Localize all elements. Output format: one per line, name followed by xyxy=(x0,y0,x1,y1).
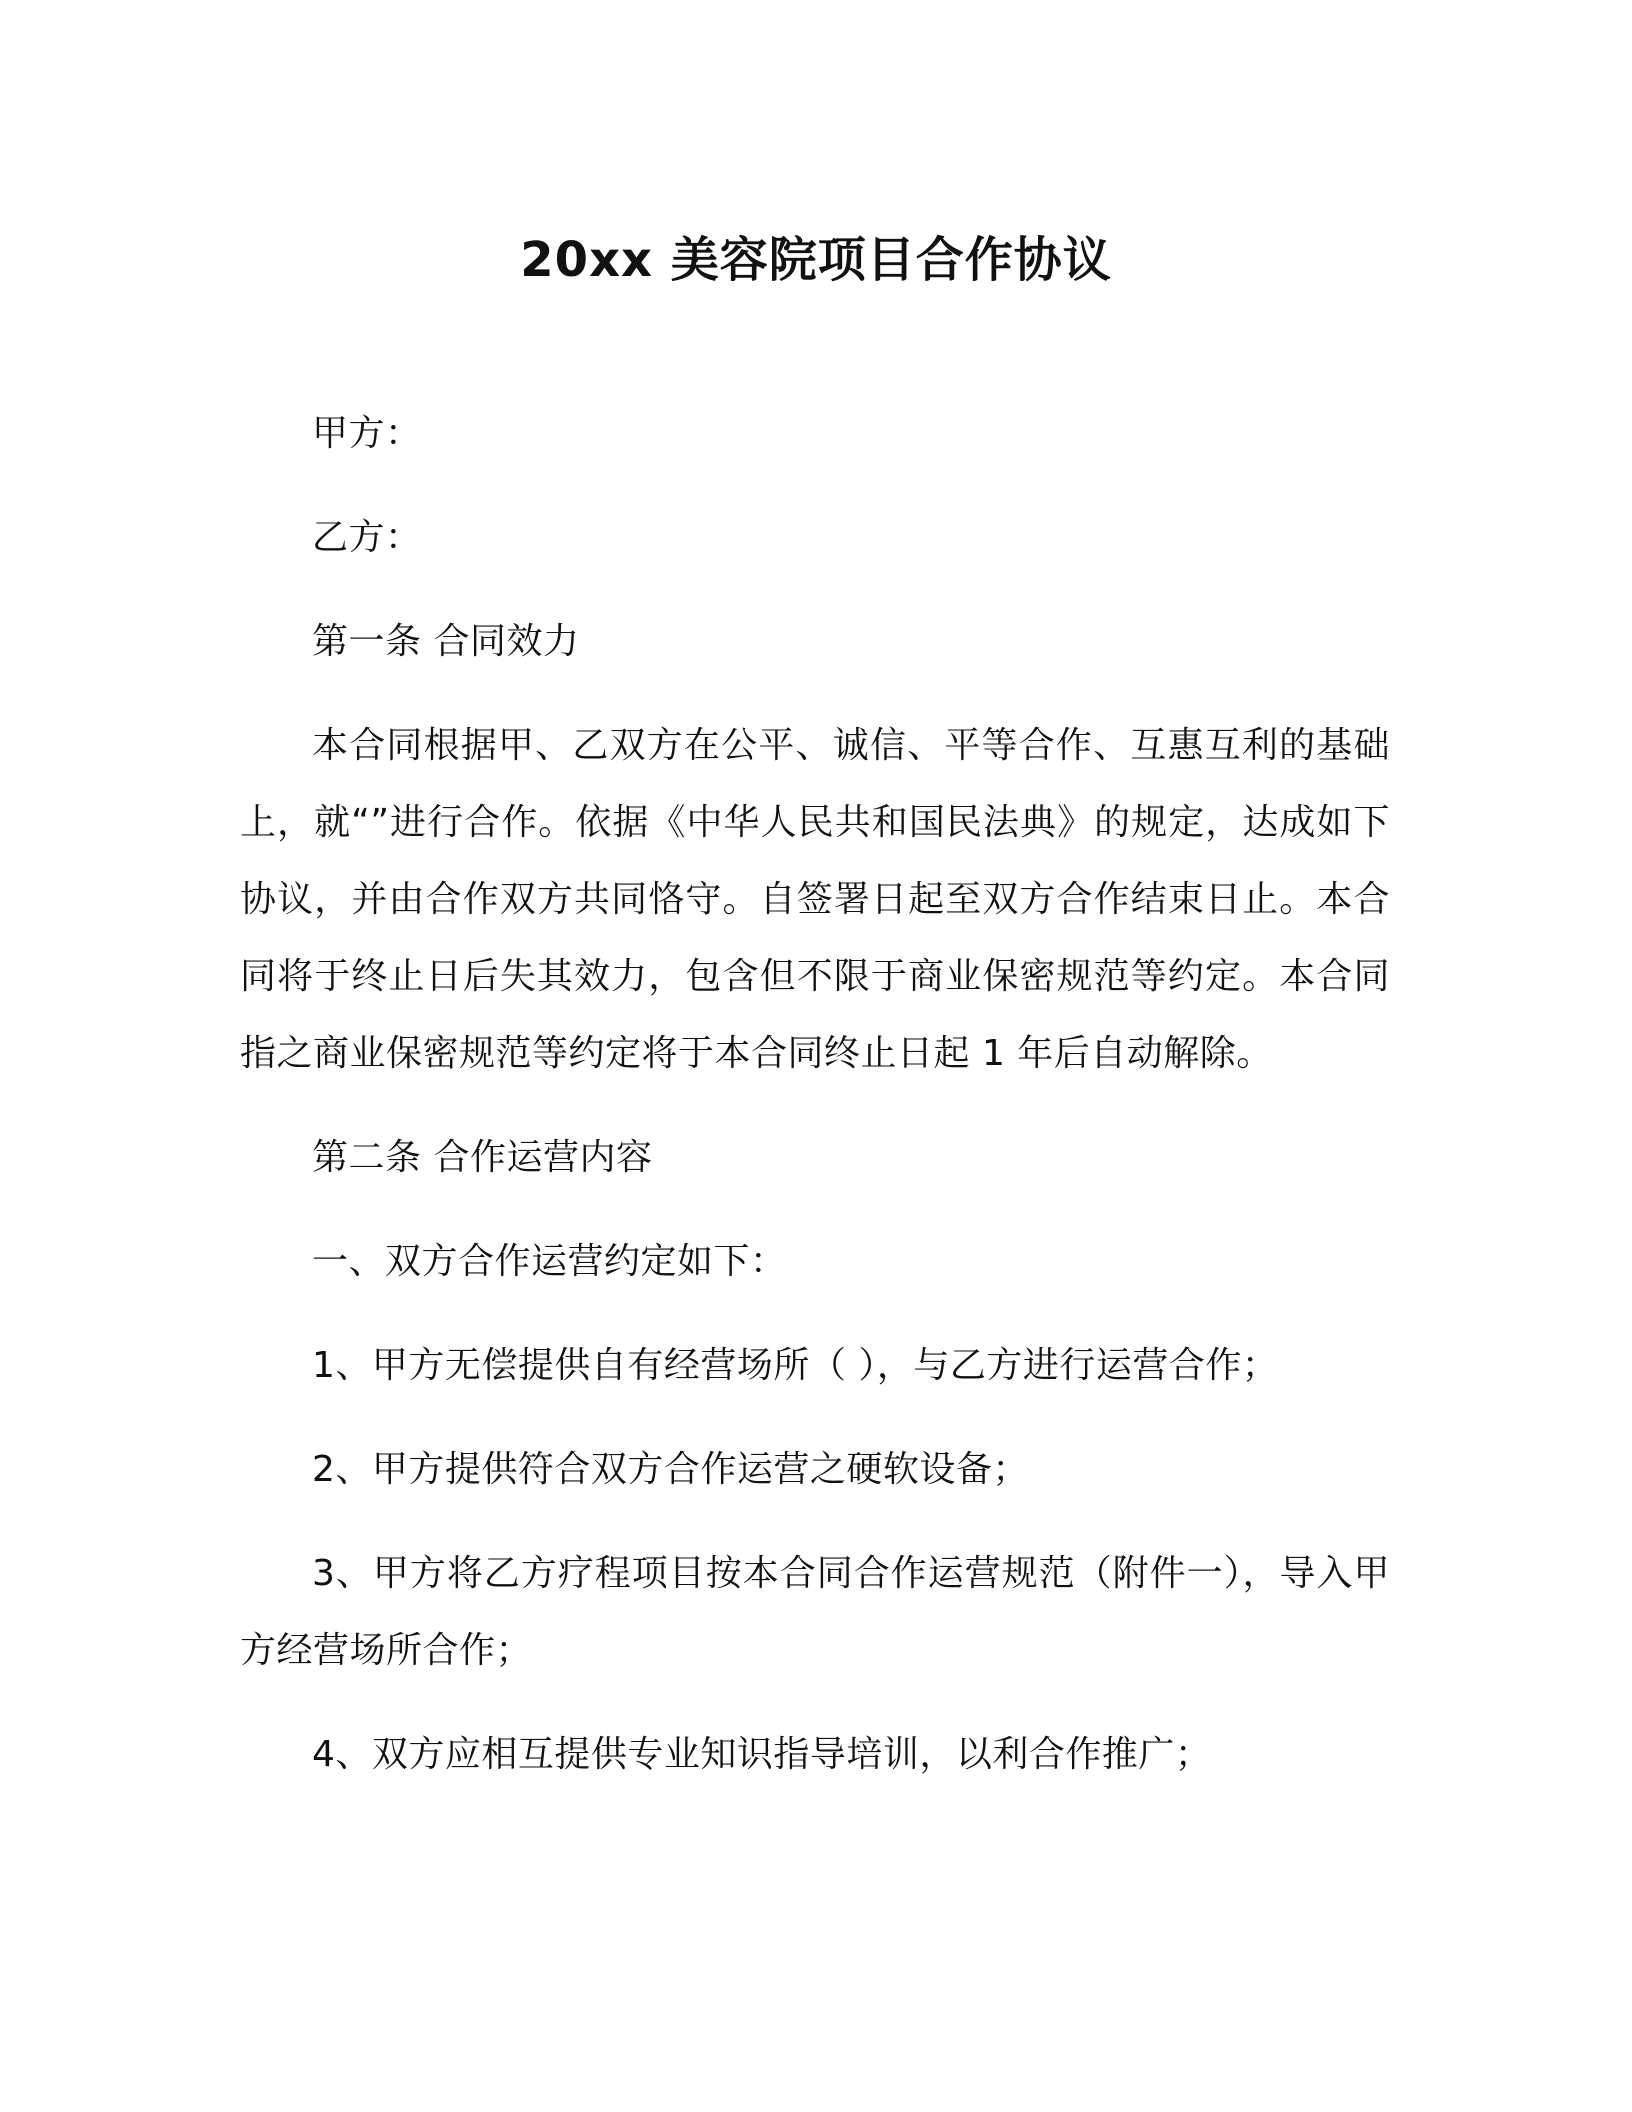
list-item-4: 4、双方应相互提供专业知识指导培训，以利合作推广； xyxy=(312,1734,1212,1775)
party-b-line: 乙方： xyxy=(312,517,422,558)
party-a-line: 甲方： xyxy=(312,413,422,454)
document-title: 20xx 美容院项目合作协议 xyxy=(520,232,1112,288)
list-item-3: 3、甲方将乙方疗程项目按本合同合作运营规范（附件一），导入甲方经营场所合作； xyxy=(240,1553,1390,1671)
list-item-2: 2、甲方提供符合双方合作运营之硬软设备； xyxy=(312,1449,1029,1490)
article-1-heading: 第一条 合同效力 xyxy=(312,621,580,662)
article-2-heading: 第二条 合作运营内容 xyxy=(312,1137,653,1178)
list-item-1: 1、甲方无偿提供自有经营场所（ ），与乙方进行运营合作； xyxy=(312,1345,1279,1386)
article-1-body: 本合同根据甲、乙双方在公平、诚信、平等合作、互惠互利的基础上，就“”进行合作。依据《中华人民共和国民法典》的规定，达成如下协议，并由合作双方共同恪守。自签署日起至双方合作结束日止。本合同将于终止日后失其效力，包含但不限于商业保密规范等约定。本合同指之商业保密规范等约定将于本合同终止日起 1 年后自动解除。 xyxy=(240,725,1390,1074)
document-body xyxy=(240,395,1390,1820)
section-1-heading: 一、双方合作运营约定如下： xyxy=(312,1241,787,1282)
